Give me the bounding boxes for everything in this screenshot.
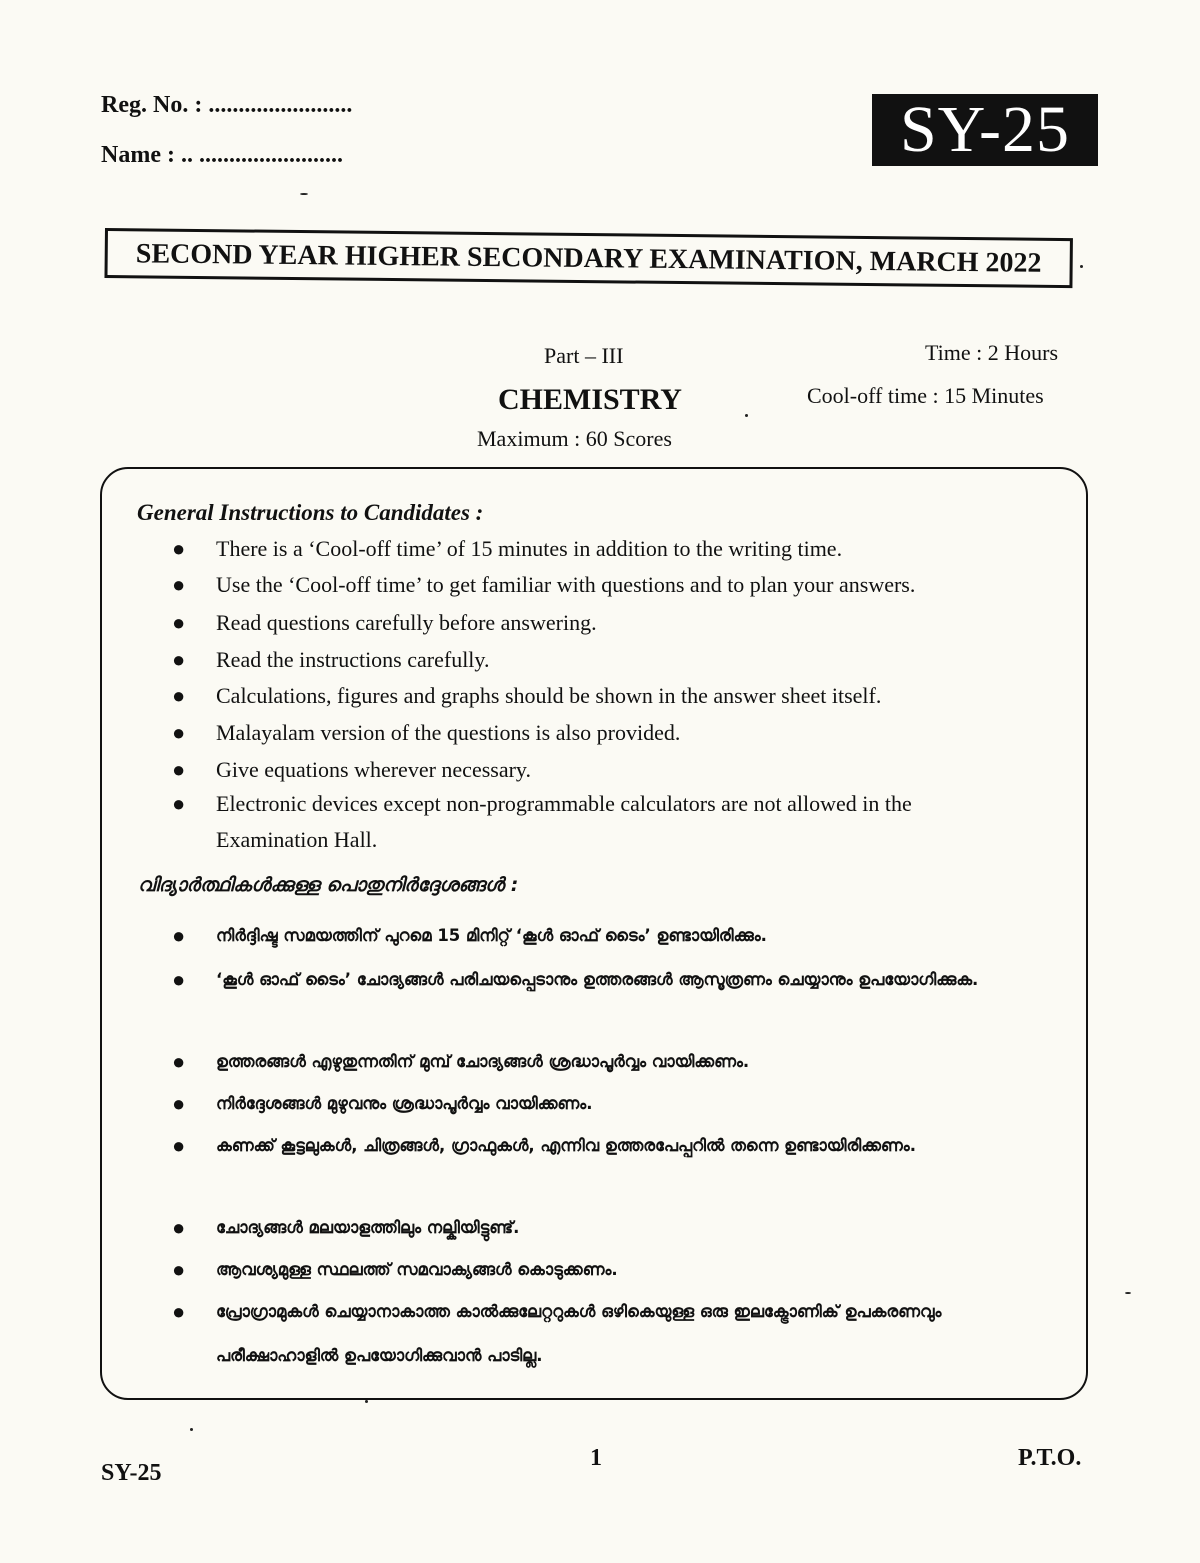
instruction-item-en: ● Give equations wherever necessary.: [172, 752, 1042, 788]
instruction-item-ml: ● നിർദ്ദേശങ്ങൾ മുഴുവനും ശ്രദ്ധാപൂർവ്വം വായിക്കണം.: [172, 1082, 1042, 1126]
scan-speck: [745, 414, 748, 417]
name-label: Name :: [101, 142, 175, 168]
footer-paper-code: SY-25: [101, 1460, 162, 1486]
instruction-item-ml: ● ഉത്തരങ്ങൾ എഴുതുന്നതിന് മുമ്പ് ചോദ്യങ്ങൾ ശ്രദ്ധാപൂർവ്വം വായിക്കണം.: [172, 1040, 1042, 1084]
bullet-icon: ●: [172, 1091, 186, 1116]
instructions-heading-ml: വിദ്യാർത്ഥികൾക്കുള്ള പൊതുനിർദ്ദേശങ്ങൾ :: [138, 874, 519, 896]
scan-speck: [365, 1400, 368, 1403]
instruction-item-ml: ● ആവശ്യമുള്ള സ്ഥലത്ത് സമവാക്യങ്ങൾ കൊടുക്കണം.: [172, 1248, 1042, 1292]
bullet-icon: ●: [172, 791, 186, 816]
exam-title: SECOND YEAR HIGHER SECONDARY EXAMINATION, MARCH 2022: [104, 228, 1072, 288]
page-number: 1: [590, 1445, 602, 1471]
scan-speck: [190, 1428, 193, 1431]
bullet-icon: ●: [172, 720, 186, 745]
bullet-icon: ●: [172, 1049, 186, 1074]
scan-speck: [300, 193, 308, 195]
instruction-item-ml: ● നിർദ്ദിഷ്ട സമയത്തിന് പുറമെ 15 മിനിറ്റ് ‘കൂൾ ഓഫ് ടൈം’ ഉണ്ടായിരിക്കും.: [172, 914, 1042, 958]
reg-no-label: Reg. No. :: [101, 92, 203, 118]
name-dots: .. ........................: [180, 142, 343, 168]
bullet-icon: ●: [172, 1257, 186, 1282]
bullet-icon: ●: [172, 1133, 186, 1158]
instruction-item-en: ● Use the ‘Cool-off time’ to get familiar with questions and to plan your answers.: [172, 567, 1042, 603]
bullet-icon: ●: [172, 683, 186, 708]
time-allowed: Time : 2 Hours: [925, 340, 1059, 365]
instruction-item-en: ● Electronic devices except non-programmable calculators are not allowed in the Examination Hall.: [172, 786, 1002, 858]
instruction-item-ml: ● കണക്ക് കൂട്ടലുകൾ, ചിത്രങ്ങൾ, ഗ്രാഫുകൾ, എന്നിവ ഉത്തരപേപ്പറിൽ തന്നെ ഉണ്ടായിരിക്കണം.: [172, 1124, 1042, 1168]
scan-speck: [1125, 1292, 1131, 1294]
scan-speck: [1080, 265, 1083, 268]
bullet-icon: ●: [172, 967, 186, 992]
bullet-icon: ●: [172, 536, 186, 561]
cool-off-time: Cool-off time : 15 Minutes: [807, 383, 1044, 408]
instruction-item-ml: ● പ്രോഗ്രാമുകൾ ചെയ്യാനാകാത്ത കാൽക്കുലേറ്ററുകൾ ഒഴികെയുള്ള ഒരു ഇലക്ട്രോണിക് ഉപകരണവും പരീക്ഷാഹാളിൽ ഉപയോഗിക്കുവാൻ പാടില്ല.: [172, 1290, 1042, 1378]
part-label: Part – III: [544, 343, 624, 368]
instruction-item-en: ● Calculations, figures and graphs should be shown in the answer sheet itself.: [172, 678, 1042, 714]
bullet-icon: ●: [172, 647, 186, 672]
paper-code-badge: SY-25: [872, 94, 1098, 166]
bullet-icon: ●: [172, 1299, 186, 1324]
pto-label: P.T.O.: [1018, 1445, 1082, 1471]
bullet-icon: ●: [172, 572, 186, 597]
instruction-item-en: ● Malayalam version of the questions is also provided.: [172, 715, 1042, 751]
instruction-item-en: ● There is a ‘Cool-off time’ of 15 minutes in addition to the writing time.: [172, 531, 1042, 567]
instruction-item-en: ● Read questions carefully before answering.: [172, 605, 1042, 641]
instruction-item-ml: ● ‘കൂൾ ഓഫ് ടൈം’ ചോദ്യങ്ങൾ പരിചയപ്പെടാനും ഉത്തരങ്ങൾ ആസൂത്രണം ചെയ്യാനും ഉപയോഗിക്കുക.: [172, 958, 1042, 1002]
instruction-item-en: ● Read the instructions carefully.: [172, 642, 1042, 678]
name-field: [101, 142, 343, 169]
bullet-icon: ●: [172, 757, 186, 782]
bullet-icon: ●: [172, 610, 186, 635]
reg-no-field: [101, 92, 352, 119]
instructions-heading-en: General Instructions to Candidates :: [137, 500, 484, 525]
reg-no-dots: ........................: [208, 92, 353, 118]
instruction-item-ml: ● ചോദ്യങ്ങൾ മലയാളത്തിലും നല്കിയിട്ടുണ്ട്.: [172, 1206, 1042, 1250]
subject-title: CHEMISTRY: [498, 383, 682, 416]
maximum-score: Maximum : 60 Scores: [477, 426, 672, 451]
bullet-icon: ●: [172, 923, 186, 948]
bullet-icon: ●: [172, 1215, 186, 1240]
